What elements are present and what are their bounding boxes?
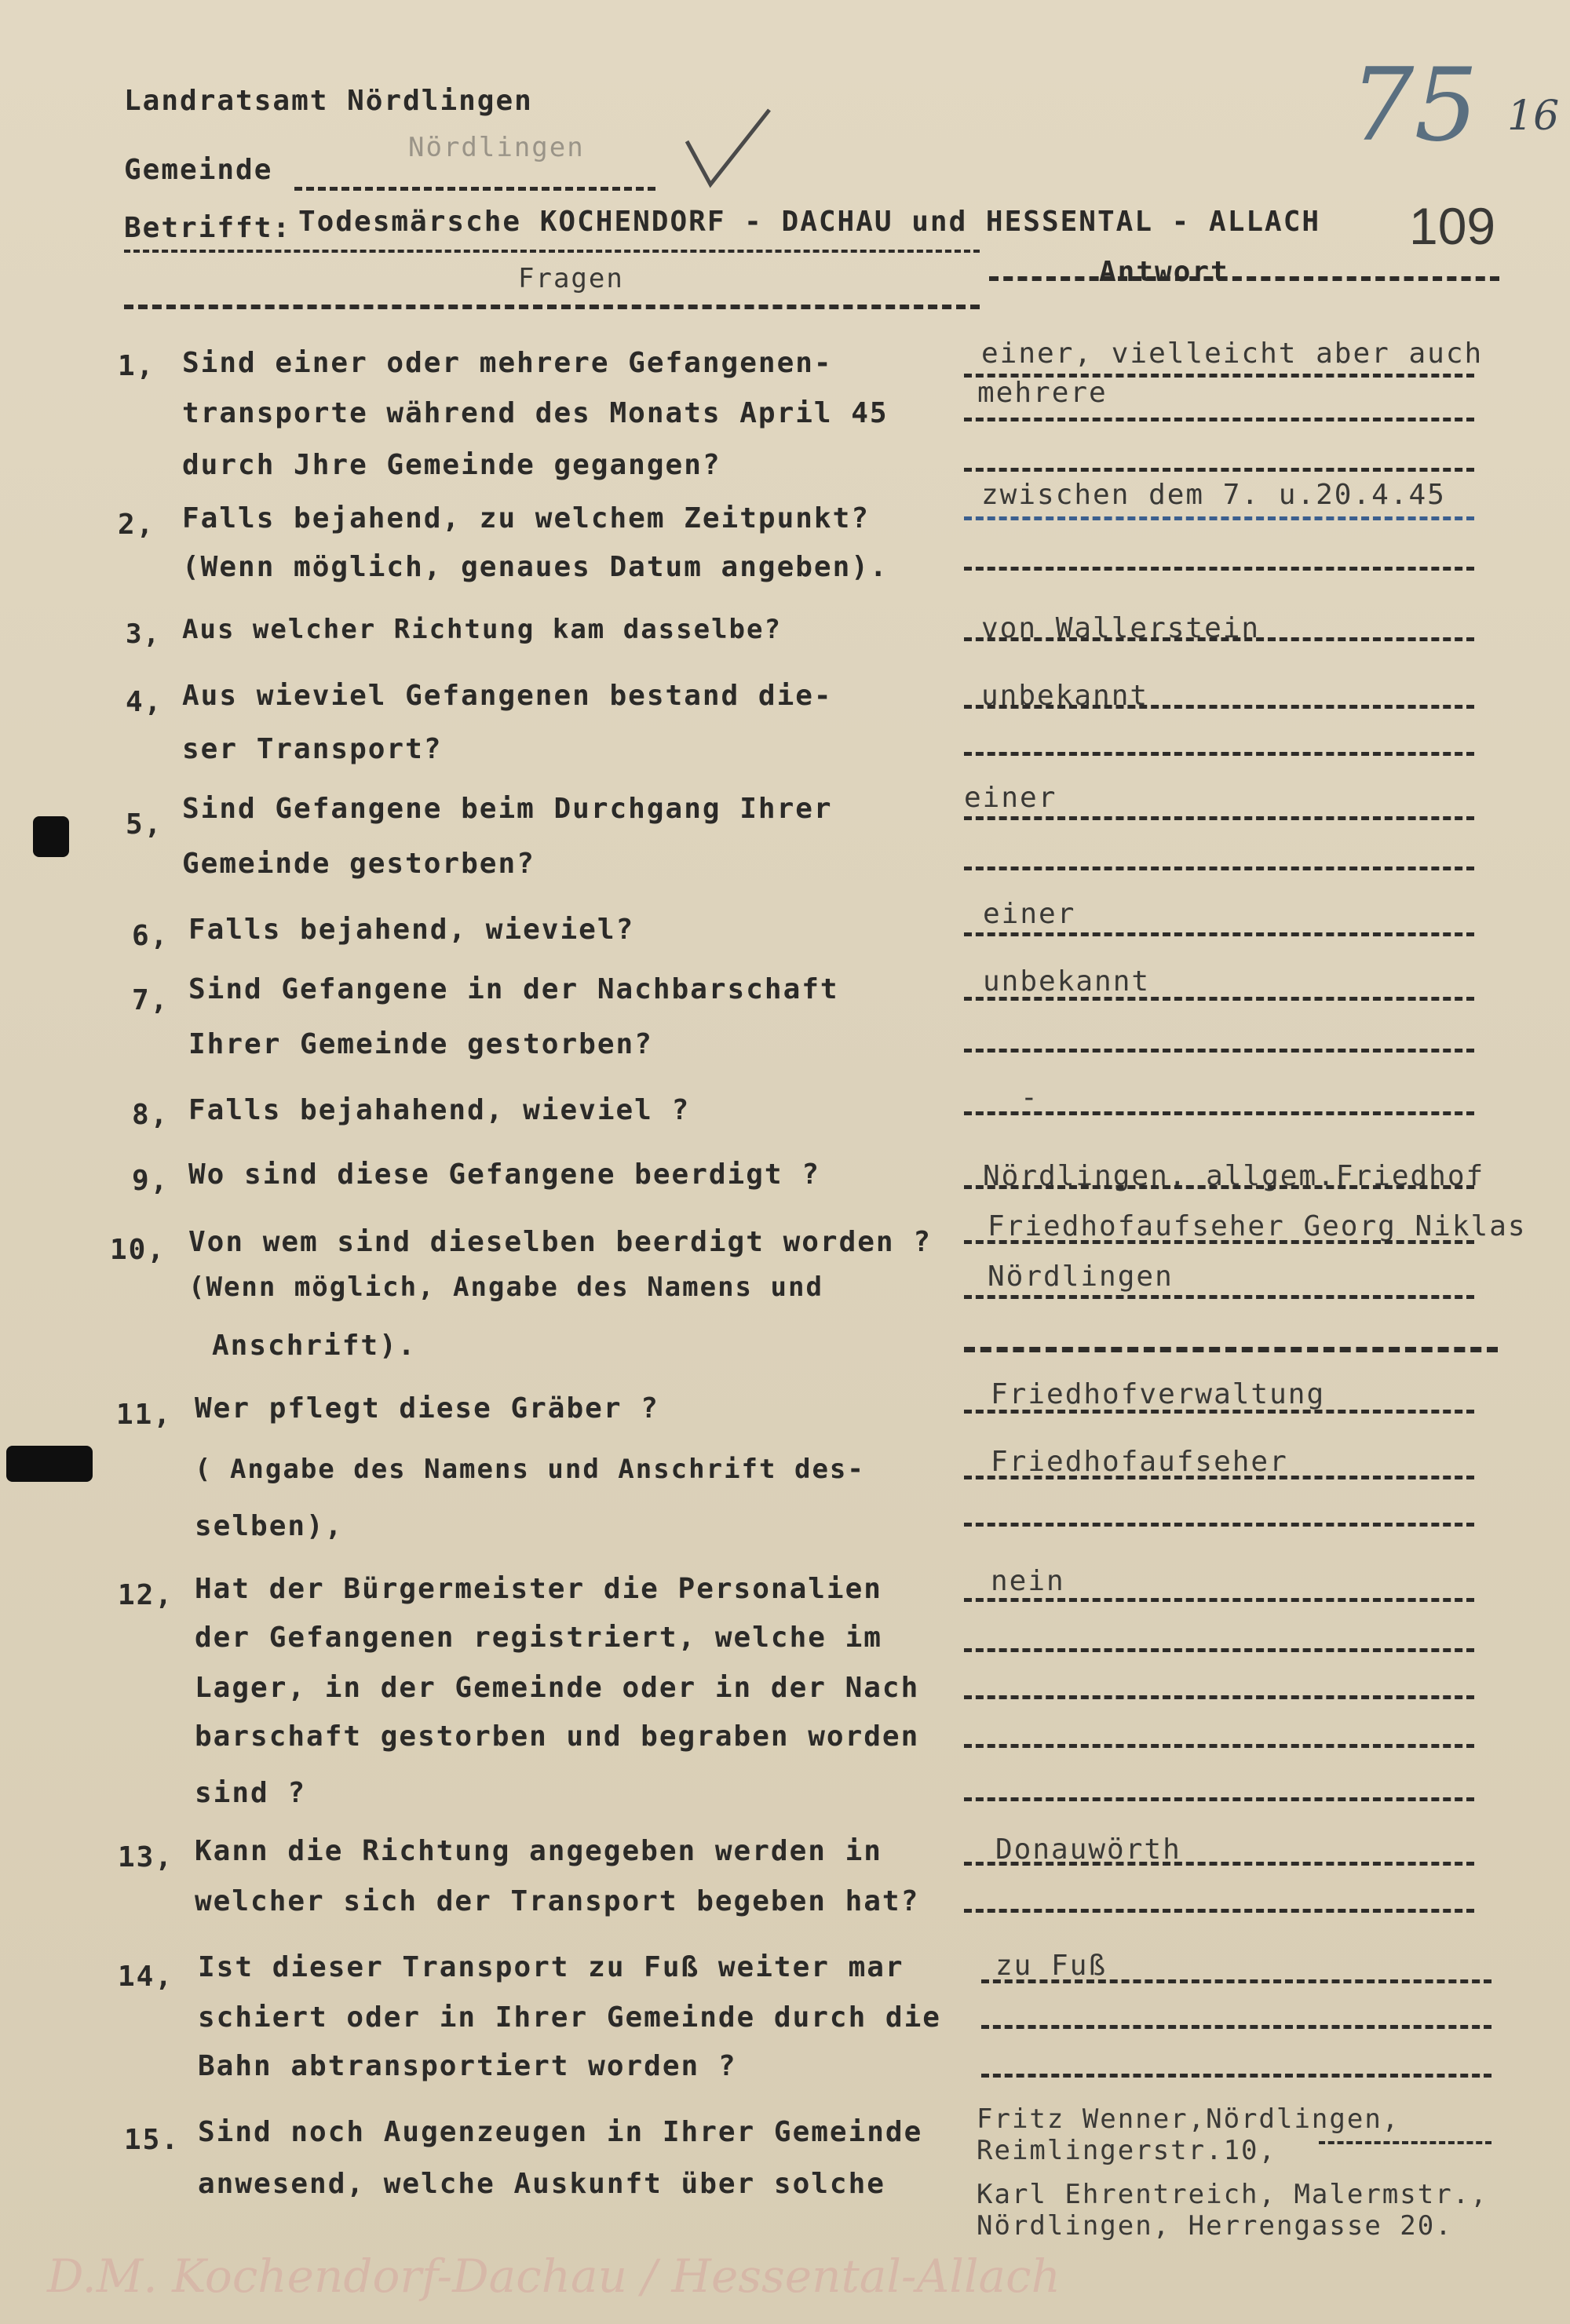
answer-rule xyxy=(964,468,1474,472)
answer-line: Fritz Wenner,Nördlingen, xyxy=(977,2103,1400,2135)
question-line: der Gefangenen registriert, welche im xyxy=(195,1622,882,1654)
question-number: 6, xyxy=(132,920,170,952)
question-line: Kann die Richtung angegeben werden in xyxy=(195,1835,882,1867)
answer-rule xyxy=(964,932,1474,936)
question-line: (Wenn möglich, genaues Datum angeben). xyxy=(182,551,889,583)
answer-line: einer, vielleicht aber auch xyxy=(981,337,1484,370)
answer-rule xyxy=(964,1295,1474,1299)
question-number: 1, xyxy=(118,350,155,382)
answer-rule xyxy=(964,637,1474,641)
answer-line: Nördlingen, Herrengasse 20. xyxy=(977,2210,1453,2242)
answer-line: Reimlingerstr.10, xyxy=(977,2135,1276,2166)
answer-line: zwischen dem 7. u.20.4.45 xyxy=(981,479,1446,511)
question-line: selben), xyxy=(195,1510,344,1542)
check-mark-icon xyxy=(675,102,777,196)
answer-rule xyxy=(964,1347,1498,1352)
answer-line: Nördlingen, allgem.Friedhof xyxy=(983,1160,1485,1192)
question-line: Gemeinde gestorben? xyxy=(182,848,535,880)
question-number: 15. xyxy=(124,2124,181,2156)
answer-rule xyxy=(981,2025,1492,2029)
answer-line: einer xyxy=(983,898,1076,930)
answer-rule xyxy=(964,1797,1474,1801)
question-number: 9, xyxy=(132,1165,170,1197)
question-line: (Wenn möglich, Angabe des Namens und xyxy=(188,1271,823,1303)
question-line: Bahn abtransportiert worden ? xyxy=(198,2050,737,2082)
answer-rule xyxy=(981,1979,1492,1983)
question-line: Sind einer oder mehrere Gefangenen- xyxy=(182,347,833,379)
question-line: Ist dieser Transport zu Fuß weiter mar xyxy=(198,1951,904,1983)
question-number: 3, xyxy=(126,618,161,650)
answer-rule xyxy=(964,1111,1474,1115)
question-line: anwesend, welche Auskunft über solche xyxy=(198,2168,885,2200)
question-number: 8, xyxy=(132,1099,170,1131)
question-line: Aus wieviel Gefangenen bestand die- xyxy=(182,680,833,712)
answer-rule xyxy=(964,1240,1474,1244)
question-line: durch Jhre Gemeinde gegangen? xyxy=(182,449,721,481)
answer-line: nein xyxy=(991,1565,1065,1597)
question-line: Aus welcher Richtung kam dasselbe? xyxy=(182,614,782,645)
question-number: 2, xyxy=(118,509,155,541)
punch-hole-top xyxy=(33,816,69,857)
betrifft-line xyxy=(124,250,980,253)
answer-line: Friedhofaufseher xyxy=(991,1446,1288,1478)
question-line: Falls bejahend, wieviel? xyxy=(188,914,635,946)
question-line: Lager, in der Gemeinde oder in der Nach xyxy=(195,1672,920,1704)
question-line: transporte während des Monats April 45 xyxy=(182,397,889,429)
answer-line: unbekannt xyxy=(981,680,1149,712)
answer-rule xyxy=(964,1648,1474,1652)
answer-rule xyxy=(981,2074,1492,2078)
betrifft-label: Betrifft: xyxy=(124,212,292,244)
question-number: 5, xyxy=(126,808,163,841)
question-line: Sind Gefangene in der Nachbarschaft xyxy=(188,973,839,1005)
answer-rule xyxy=(964,1862,1474,1866)
answer-line: zu Fuß xyxy=(995,1950,1108,1982)
answer-line: unbekannt xyxy=(983,965,1151,998)
answer-line: einer xyxy=(964,782,1057,814)
question-line: Falls bejahahend, wieviel ? xyxy=(188,1094,691,1126)
page-number: 109 xyxy=(1409,197,1496,255)
gemeinde-line xyxy=(294,187,655,191)
fragen-label: Fragen xyxy=(518,263,624,294)
question-line: ( Angabe des Namens und Anschrift des- xyxy=(195,1454,865,1485)
answer-rule xyxy=(964,1695,1474,1699)
answer-line: von Wallerstein xyxy=(981,612,1261,644)
question-number: 13, xyxy=(118,1841,174,1873)
answer-line: Friedhofverwaltung xyxy=(991,1378,1326,1410)
question-number: 14, xyxy=(118,1961,174,1993)
bottom-annotation: D.M. Kochendorf-Dachau / Hessental-Allach xyxy=(47,2249,1061,2303)
answer-rule xyxy=(964,1909,1474,1913)
question-line: Falls bejahend, zu welchem Zeitpunkt? xyxy=(182,502,870,534)
answer-rule xyxy=(964,1410,1474,1414)
office-name: Landratsamt Nördlingen xyxy=(124,85,533,117)
question-line: schiert oder in Ihrer Gemeinde durch die xyxy=(198,2001,941,2034)
question-line: barschaft gestorben und begraben worden xyxy=(195,1720,920,1753)
gemeinde-value: Nördlingen xyxy=(408,132,585,163)
question-line: Hat der Bürgermeister die Personalien xyxy=(195,1573,882,1605)
answer-line: Karl Ehrentreich, Malermstr., xyxy=(977,2179,1488,2210)
answer-rule xyxy=(964,567,1474,571)
question-line: Anschrift). xyxy=(212,1330,417,1362)
answer-rule xyxy=(964,1523,1474,1527)
header-rule-left xyxy=(124,305,980,309)
question-line: Von wem sind dieselben beerdigt worden ? xyxy=(188,1226,932,1258)
answer-rule xyxy=(964,997,1474,1001)
question-line: Sind noch Augenzeugen in Ihrer Gemeinde xyxy=(198,2116,923,2148)
header-rule-right xyxy=(989,276,1499,281)
answer-rule xyxy=(964,418,1474,421)
antwort-label: Antwort xyxy=(1099,256,1229,288)
question-number: 12, xyxy=(118,1579,174,1611)
file-sub-number: 16 xyxy=(1507,93,1560,140)
question-line: Ihrer Gemeinde gestorben? xyxy=(188,1028,653,1060)
answer-rule xyxy=(964,752,1474,756)
answer-rule xyxy=(964,816,1474,820)
question-number: 10, xyxy=(110,1234,166,1266)
answer-line: Nördlingen xyxy=(988,1261,1174,1293)
betrifft-text: Todesmärsche KOCHENDORF - DACHAU und HESSENTAL - ALLACH xyxy=(298,206,1321,238)
answer-line: Donauwörth xyxy=(995,1833,1181,1866)
question-line: Wer pflegt diese Gräber ? xyxy=(195,1392,659,1425)
question-number: 7, xyxy=(132,984,170,1016)
answer-rule xyxy=(964,1185,1474,1189)
answer-rule xyxy=(964,1476,1474,1479)
question-line: ser Transport? xyxy=(182,733,443,765)
answer-rule xyxy=(964,374,1474,378)
answer-rule xyxy=(964,516,1474,520)
answer-rule xyxy=(964,866,1474,870)
answer-line: mehrere xyxy=(977,377,1108,409)
gemeinde-label: Gemeinde xyxy=(124,154,273,186)
answer-rule xyxy=(964,705,1474,709)
answer-rule xyxy=(964,1049,1474,1053)
answer-line: - xyxy=(1020,1082,1039,1114)
question-number: 11, xyxy=(116,1399,173,1431)
question-line: sind ? xyxy=(195,1777,307,1809)
answer-rule xyxy=(964,1598,1474,1602)
answer-rule xyxy=(1319,2141,1492,2144)
question-line: Wo sind diese Gefangene beerdigt ? xyxy=(188,1158,820,1191)
answer-line: Friedhofaufseher Georg Niklas xyxy=(988,1210,1527,1242)
question-line: welcher sich der Transport begeben hat? xyxy=(195,1885,920,1917)
question-line: Sind Gefangene beim Durchgang Ihrer xyxy=(182,793,833,825)
question-number: 4, xyxy=(126,686,163,718)
answer-rule xyxy=(964,1744,1474,1748)
punch-hole-bottom xyxy=(6,1446,93,1482)
file-number: 75 xyxy=(1350,47,1478,164)
